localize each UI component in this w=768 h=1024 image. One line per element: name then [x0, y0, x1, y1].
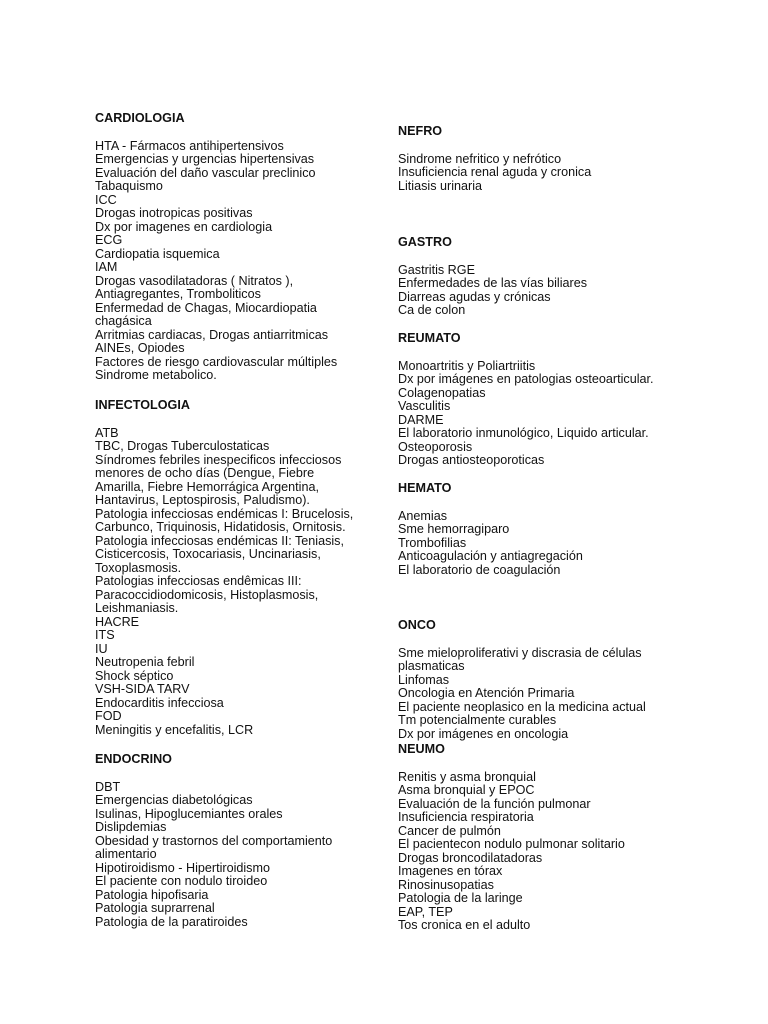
topic-line: Hantavirus, Leptospirosis, Paludismo). [95, 493, 310, 507]
section-neumo [398, 743, 758, 933]
section-title: INFECTOLOGIA [95, 398, 190, 412]
section-title: NEFRO [398, 124, 443, 138]
topic-line: Cisticercosis, Toxocariasis, Uncinariasis, [95, 547, 321, 561]
topic-line: Amarilla, Fiebre Hemorrágica Argentina, [95, 479, 319, 494]
topic-line: Drogas vasodilatadoras ( Nitratos ), [95, 273, 294, 288]
topic-list [95, 427, 395, 738]
topic-line: Asma bronquial y EPOC [398, 783, 535, 797]
section-title: ENDOCRINO [95, 752, 172, 766]
topic-line: Emergencias y urgencias hipertensivas [95, 152, 315, 166]
topic-line: Litiasis urinaria [398, 178, 482, 193]
topic-line: alimentario [95, 847, 157, 861]
section-title: HEMATO [398, 481, 452, 495]
topic-line: Tabaquismo [95, 179, 163, 193]
topic-line: Sme hemorragiparo [398, 522, 510, 536]
topic-list [398, 264, 758, 318]
topic-line: Enfermedad de Chagas, Miocardiopatia [95, 300, 317, 315]
topic-line: ATB [95, 425, 119, 440]
topic-line: Patologia de la laringe [398, 891, 523, 905]
topic-line: Ca de colon [398, 303, 466, 317]
topic-line: Patologia suprarrenal [95, 901, 215, 915]
topic-line: Dx por imágenes en oncologia [398, 726, 569, 741]
topic-line: Drogas broncodilatadoras [398, 850, 543, 865]
topic-line: Drogas antiosteoporoticas [398, 453, 545, 467]
topic-line: El pacientecon nodulo pulmonar solitario [398, 837, 625, 851]
topic-line: TBC, Drogas Tuberculostaticas [95, 439, 270, 453]
topic-line: Patologias infecciosas endêmicas III: [95, 574, 302, 588]
topic-line: VSH-SIDA TARV [95, 682, 190, 696]
topic-line: Meningitis y encefalitis, LCR [95, 722, 254, 737]
section-title: ONCO [398, 618, 436, 632]
topic-line: Renitis y asma bronquial [398, 769, 536, 784]
topic-line: Monoartritis y Poliartriitis [398, 358, 536, 373]
topic-line: Antiagregantes, Tromboliticos [95, 287, 261, 301]
topic-line: Leishmaniasis. [95, 601, 179, 615]
topic-line: ECG [95, 233, 123, 247]
topic-line: Anemias [398, 508, 447, 523]
topic-line: Sindrome nefritico y nefrótico [398, 151, 562, 166]
topic-line: Imagenes en tórax [398, 864, 503, 878]
topic-line: AINEs, Opiodes [95, 341, 185, 355]
topic-line: IU [95, 641, 108, 656]
topic-line: Factores de riesgo cardiovascular múltiples [95, 354, 338, 369]
section-title: REUMATO [398, 331, 461, 345]
topic-line: Carbunco, Triquinosis, Hidatidosis, Ornitosis. [95, 520, 346, 534]
topic-line: Rinosinusopatias [398, 877, 494, 892]
topic-line: IAM [95, 260, 118, 274]
topic-line: Endocarditis infecciosa [95, 695, 224, 710]
topic-line: Tm potencialmente curables [398, 713, 557, 727]
topic-line: Colagenopatias [398, 385, 486, 400]
topic-list [398, 647, 758, 742]
topic-line: Toxoplasmosis. [95, 560, 182, 575]
topic-line: Arritmias cardiacas, Drogas antiarritmicas [95, 327, 329, 342]
topic-line: Drogas inotropicas positivas [95, 206, 253, 220]
topic-line: Patologia infecciosas endémicas II: Teniasis, [95, 533, 344, 548]
topic-line: Dx por imagenes en cardiologia [95, 219, 273, 234]
topic-line: HACRE [95, 614, 140, 629]
topic-line: Cancer de pulmón [398, 823, 501, 838]
topic-line: Oncologia en Atención Primaria [398, 686, 575, 700]
topic-line: Osteoporosis [398, 439, 473, 454]
topic-line: Sindrome metabolico. [95, 368, 217, 382]
topic-line: Sme mieloproliferativi y discrasia de células [398, 645, 642, 660]
topic-list [398, 153, 758, 194]
topic-list [95, 140, 395, 383]
section-endocrino [95, 753, 395, 929]
topic-line: Enfermedades de las vías biliares [398, 276, 588, 290]
topic-line: chagásica [95, 314, 152, 328]
topic-line: Patologia de la paratiroides [95, 914, 248, 929]
topic-line: Vasculitis [398, 399, 451, 413]
topic-line: El paciente neoplasico en la medicina actual [398, 699, 646, 714]
topic-line: Insuficiencia renal aguda y cronica [398, 165, 592, 179]
topic-line: El laboratorio de coagulación [398, 562, 561, 577]
topic-line: HTA - Fármacos antihipertensivos [95, 138, 284, 153]
topic-line: Evaluación de la función pulmonar [398, 796, 591, 811]
topic-line: Tos cronica en el adulto [398, 918, 531, 932]
topic-list [398, 771, 758, 933]
topic-line: Shock séptico [95, 668, 174, 683]
topic-list [398, 510, 758, 578]
section-gastro [398, 236, 758, 318]
topic-line: DARME [398, 412, 444, 427]
section-title: CARDIOLOGIA [95, 111, 185, 125]
topic-line: El laboratorio inmunológico, Liquido articular. [398, 426, 649, 440]
topic-line: ICC [95, 192, 117, 207]
topic-line: plasmaticas [398, 659, 465, 673]
topic-line: Obesidad y trastornos del comportamiento [95, 833, 333, 848]
section-title: NEUMO [398, 742, 445, 756]
topic-line: Neutropenia febril [95, 655, 195, 669]
topic-line: menores de ocho días (Dengue, Fiebre [95, 466, 315, 480]
topic-line: DBT [95, 779, 121, 794]
topic-line: ITS [95, 628, 115, 642]
topic-line: Insuficiencia respiratoria [398, 810, 534, 824]
topic-line: EAP, TEP [398, 904, 453, 919]
topic-line: Dx por imágenes en patologias osteoarticular. [398, 372, 654, 386]
topic-line: Paracoccidiodomicosis, Histoplasmosis, [95, 587, 319, 602]
section-onco [398, 619, 758, 741]
topic-list [398, 360, 758, 468]
topic-line: El paciente con nodulo tiroideo [95, 874, 268, 888]
section-reumato [398, 332, 758, 468]
topic-line: Cardiopatia isquemica [95, 246, 220, 261]
topic-line: Trombofilias [398, 535, 467, 550]
topic-line: FOD [95, 709, 122, 723]
section-infectologia [95, 399, 395, 737]
topic-line: Anticoagulación y antiagregación [398, 549, 583, 563]
section-hemato [398, 482, 758, 577]
topic-line: Diarreas agudas y crónicas [398, 289, 551, 304]
topic-line: Síndromes febriles inespecificos infecciosos [95, 452, 342, 467]
topic-line: Emergencias diabetológicas [95, 793, 253, 807]
topic-line: Linfomas [398, 672, 450, 687]
topic-line: Dislipdemias [95, 820, 167, 834]
section-cardiologia [95, 112, 395, 383]
section-title: GASTRO [398, 235, 452, 249]
section-nefro [398, 125, 758, 193]
topic-line: Patologia hipofisaria [95, 887, 209, 902]
topic-line: Hipotiroidismo - Hipertiroidismo [95, 860, 270, 875]
topic-line: Patologia infecciosas endémicas I: Brucelosis, [95, 506, 354, 521]
topic-list [95, 781, 395, 930]
topic-line: Isulinas, Hipoglucemiantes orales [95, 806, 283, 821]
topic-line: Evaluación del daño vascular preclinico [95, 165, 316, 180]
topic-line: Gastritis RGE [398, 262, 475, 277]
